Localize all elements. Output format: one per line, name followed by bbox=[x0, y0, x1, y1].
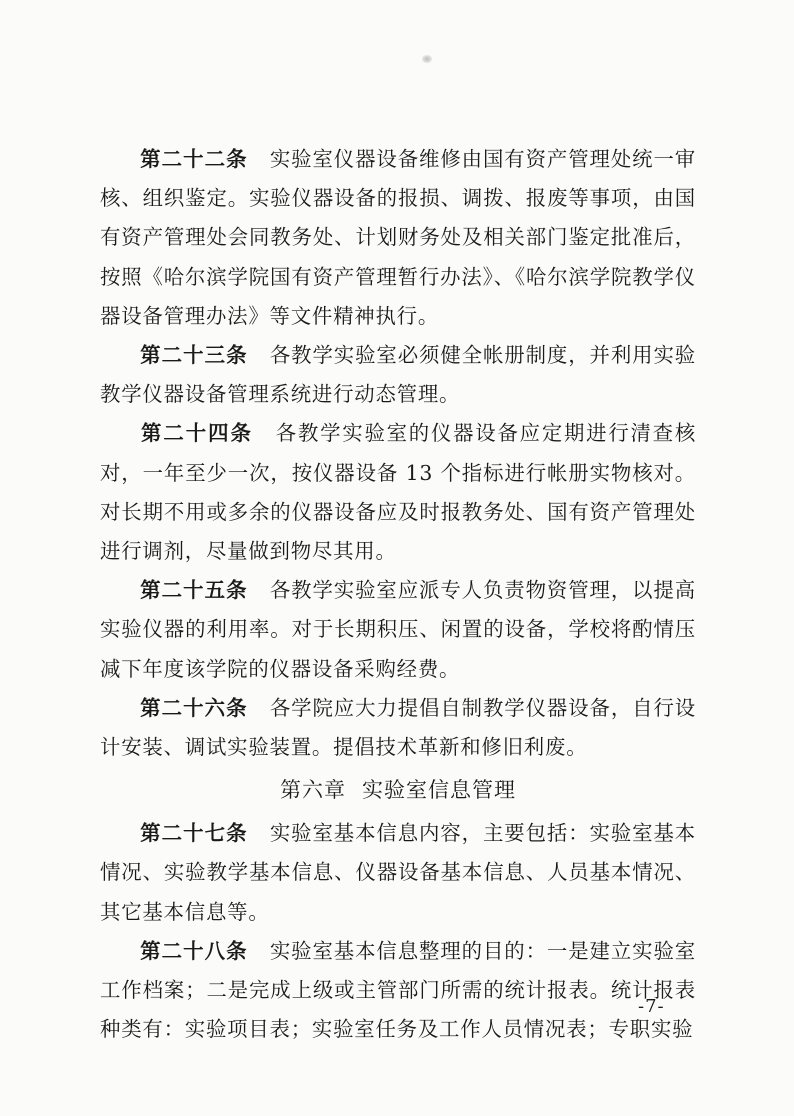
article-text: 各教学实验室应派专人负责物资管理，以提高实验仪器的利用率。对于长期积压、闲置的设备，学校将酌情压减下年度该学院的仪器设备采购经费。 bbox=[100, 578, 697, 681]
article-text: 各教学实验室必须健全帐册制度，并利用实验教学仪器设备管理系统进行动态管理。 bbox=[100, 343, 697, 407]
article-text: 实验室仪器设备维修由国有资产管理处统一审核、组织鉴定。实验仪器设备的报损、调拨、报废等事项，由国有资产管理处会同教务处、计划财务处及相关部门鉴定批准后，按照《哈尔滨学院国有资产管理暂行办法》、《哈尔滨学院教学仪器设备管理办法》等文件精神执行。 bbox=[100, 147, 697, 328]
article-number: 第二十三条 bbox=[140, 343, 248, 368]
article-24 bbox=[100, 414, 696, 571]
article-text: 实验室基本信息整理的目的：一是建立实验室工作档案；二是完成上级或主管部门所需的统计报表。统计报表种类有：实验项目表；实验室任务及工作人员情况表；专职实验 bbox=[100, 938, 697, 1042]
article-text: 各学院应大力提倡自制教学仪器设备，自行设计安装、调试实验装置。提倡技术革新和修旧利废。 bbox=[100, 695, 697, 760]
page-number: -7- bbox=[638, 996, 665, 1017]
article-number: 第二十七条 bbox=[140, 821, 248, 846]
article-26 bbox=[100, 689, 696, 767]
article-22 bbox=[100, 140, 696, 336]
scan-speck bbox=[422, 55, 432, 63]
article-number: 第二十六条 bbox=[140, 695, 248, 720]
article-27 bbox=[100, 814, 696, 932]
chapter-number: 第六章 bbox=[280, 778, 346, 803]
chapter-title: 实验室信息管理 bbox=[362, 778, 516, 803]
article-23 bbox=[100, 336, 696, 414]
article-number: 第二十八条 bbox=[140, 938, 248, 963]
article-25 bbox=[100, 571, 696, 689]
article-number: 第二十五条 bbox=[140, 578, 248, 603]
article-text: 实验室基本信息内容，主要包括：实验室基本情况、实验教学基本信息、仪器设备基本信息、人员基本情况、其它基本信息等。 bbox=[100, 821, 697, 924]
chapter-heading bbox=[100, 770, 696, 810]
article-number: 第二十四条 bbox=[140, 421, 253, 446]
document-body bbox=[100, 140, 696, 1049]
article-text: 各教学实验室的仪器设备应定期进行清查核对，一年至少一次，按仪器设备 13 个指标进行帐册实物核对。对长期不用或多余的仪器设备应及时报教务处、国有资产管理处进行调剂，尽量做到物尽其用。 bbox=[100, 421, 697, 564]
article-number: 第二十二条 bbox=[140, 147, 248, 171]
article-28 bbox=[100, 932, 696, 1050]
